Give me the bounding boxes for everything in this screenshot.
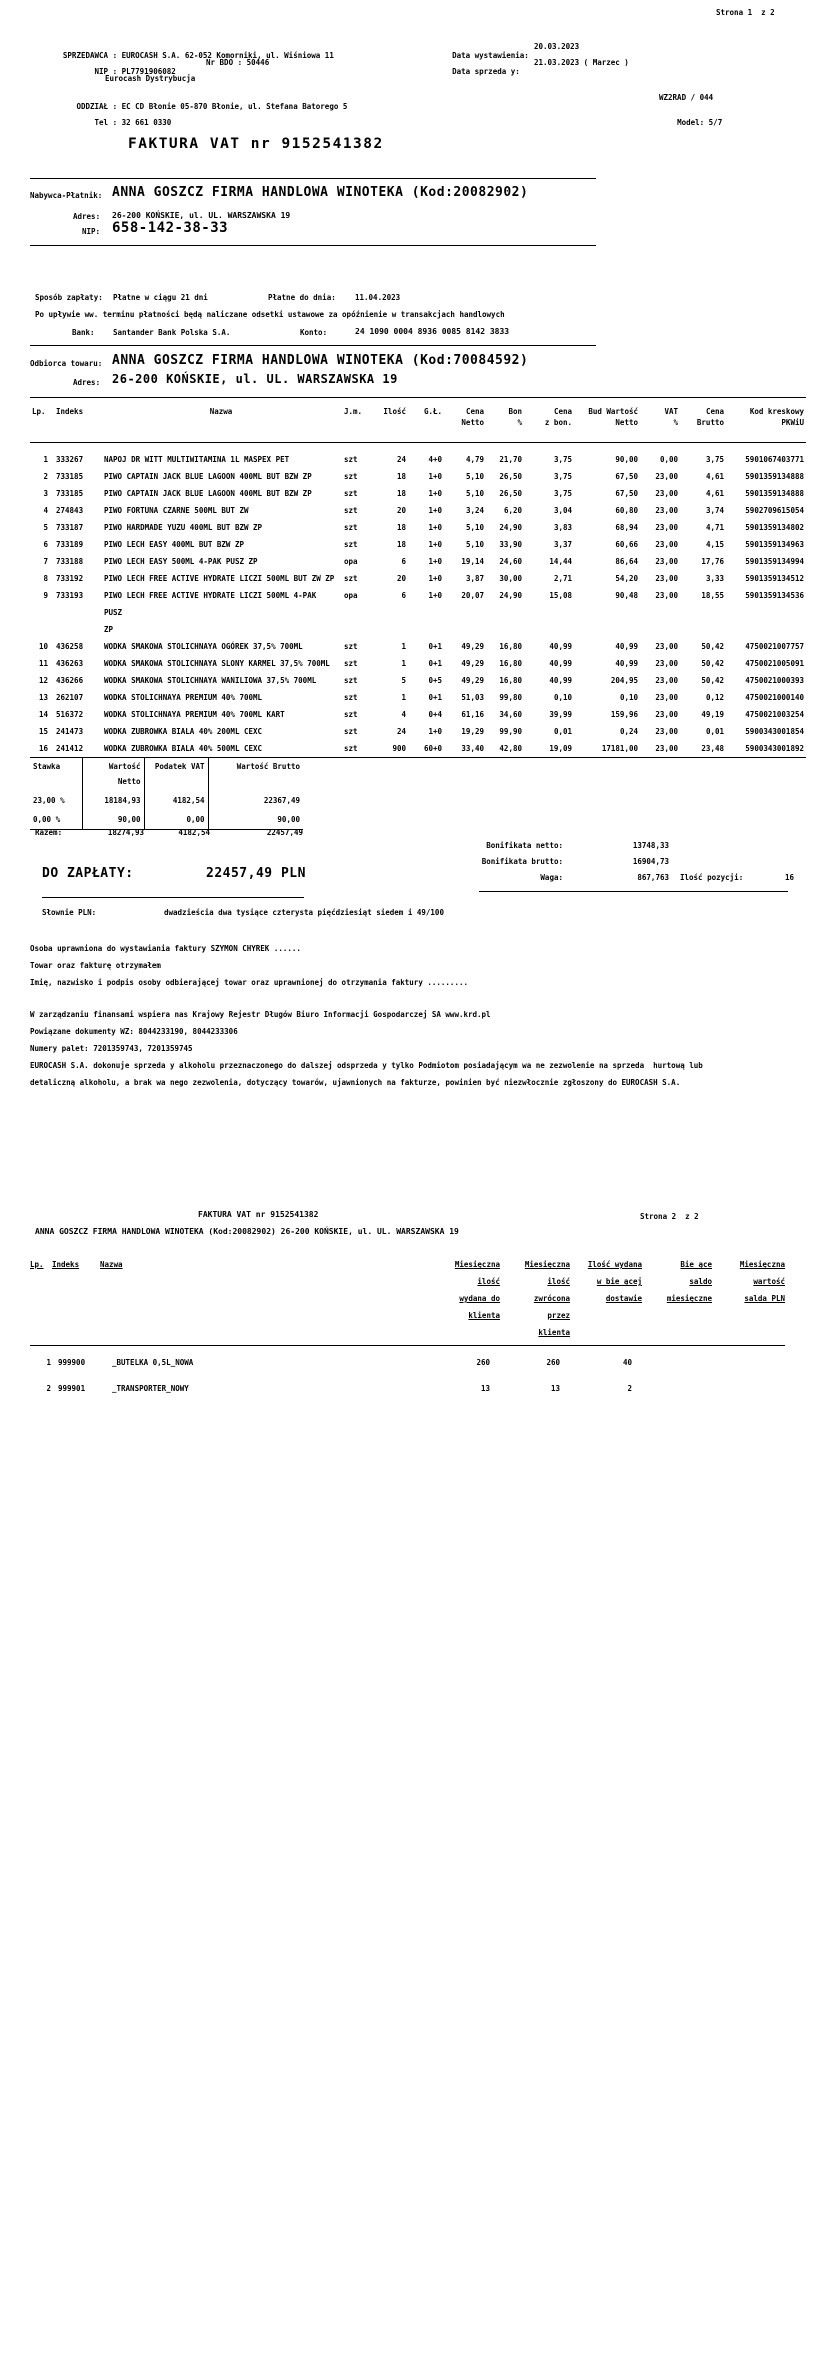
item-row: 6 733189 PIWO LECH EASY 400ML BUT BZW ZP szt 18 1+0 5,10 33,90 3,37 60,66 23,00 4,15 5901359134963 <box>43 540 804 549</box>
razem-vat: 4182,54 <box>178 828 210 837</box>
receiver-label: Odbiorca towaru: <box>30 359 103 368</box>
p2-col-indeks: Indeks <box>52 1260 80 1269</box>
footer-line: detaliczną alkoholu, a brak wa nego zezwolenia, dotyczący towarów, ujawnionych na fakturze, powinien być niezwłocznie zgłoszony do EUROCASH S.A. <box>30 1078 681 1087</box>
bonifikata-brutto-value: 16904,73 <box>632 857 669 866</box>
seller-branch-label: ODDZIAŁ <box>76 102 109 111</box>
col-cena-netto: Cena Netto <box>461 407 484 427</box>
items-table-header <box>30 398 806 443</box>
col-nazwa: Nazwa <box>209 407 233 416</box>
col-lp: Lp. <box>32 407 46 416</box>
model-label: Model: <box>677 118 705 127</box>
footer-line: W zarządzaniu finansami wspiera nas Krajowy Rejestr Długów Biuro Informacji Gospodarczej SA www.krd.pl <box>30 1010 491 1019</box>
seller-branch-sep: : <box>108 102 122 111</box>
receiver-address: 26-200 KOŃSKIE, ul. UL. WARSZAWSKA 19 <box>112 372 398 386</box>
vat-col-podatek: Podatek VAT <box>144 757 208 791</box>
issue-date: 20.03.2023 <box>534 42 580 51</box>
page1-page-indicator: Strona 1 z 2 <box>716 8 775 17</box>
item-row: 2 733185 PIWO CAPTAIN JACK BLUE LAGOON 400ML BUT BZW ZP szt 18 1+0 5,10 26,50 3,75 67,50 23,00 4,61 5901359134888 <box>43 472 804 481</box>
razem-brutto: 22457,49 <box>266 828 303 837</box>
page2-title: FAKTURA VAT nr 9152541382 <box>198 1210 319 1219</box>
wz-reference: WZ2RAD / 044 <box>659 93 714 102</box>
pozycje-label: Ilość pozycji: <box>680 873 744 882</box>
sale-date: 21.03.2023 ( Marzec ) <box>534 58 629 67</box>
seller-tel-line <box>35 109 171 136</box>
packaging-table-body <box>30 1346 785 1399</box>
item-row: 9 733193 PIWO LECH FREE ACTIVE HYDRATE LICZI 500ML 4-PAK PUSZ ZP opa 6 1+0 20,07 24,90 15,08 90,48 23,00 18,55 5901359134536 <box>43 591 804 634</box>
sale-date-line <box>434 58 629 94</box>
vat-col-netto: Wartość Netto <box>82 757 144 791</box>
item-row: 10 436258 WODKA SMAKOWA STOLICHNAYA OGÓREK 37,5% 700ML szt 1 0+1 49,29 16,80 40,99 40,99 23,00 50,42 4750021007757 <box>38 642 804 651</box>
col-indeks: Indeks <box>56 407 84 416</box>
packaging-table <box>30 1256 785 1398</box>
footer-legal-block <box>30 1006 703 1091</box>
item-row: 1 333267 NAPOJ DR WITT MULTIWITAMINA 1L MASPEX PET szt 24 4+0 4,79 21,70 3,75 90,00 0,00 3,75 5901067403771 <box>43 455 804 464</box>
seller-tel-label: Tel <box>94 118 109 127</box>
seller-bdo-sep: : <box>233 58 247 67</box>
col-bon: Bon % <box>508 407 522 427</box>
waga-value: 867,763 <box>637 873 669 882</box>
vat-summary-table <box>30 757 303 830</box>
packaging-row: 1 999900 _BUTELKA 0,5L_NOWA 260 260 40 <box>46 1358 632 1367</box>
footer-line: Imię, nazwisko i podpis osoby odbierającej towar oraz uprawnionej do otrzymania faktury ......... <box>30 978 468 987</box>
payment-due-date: 11.04.2023 <box>355 293 401 302</box>
model-line <box>659 109 722 136</box>
packaging-table-header <box>30 1256 785 1346</box>
seller-name: EUROCASH S.A. 62-052 Komorniki, ul. Wiśniowa 11 <box>121 51 334 60</box>
receiver-addr-label: Adres: <box>73 378 101 387</box>
item-row: 5 733187 PIWO HARDMADE YUZU 400ML BUT BZW ZP szt 18 1+0 5,10 24,90 3,83 68,94 23,00 4,71 5901359134802 <box>43 523 804 532</box>
payment-method-label: Sposób zapłaty: <box>35 293 103 302</box>
item-row: 11 436263 WODKA SMAKOWA STOLICHNAYA SLONY KARMEL 37,5% 700ML szt 1 0+1 49,29 16,80 40,99 40,99 23,00 50,42 4750021005091 <box>38 659 804 668</box>
seller-division: Eurocash Dystrybucja <box>105 74 196 83</box>
sale-date-label: Data sprzeda y: <box>452 67 520 76</box>
item-row: 3 733185 PIWO CAPTAIN JACK BLUE LAGOON 400ML BUT BZW ZP szt 18 1+0 5,10 26,50 3,75 67,50 23,00 4,61 5901359134888 <box>43 489 804 498</box>
invoice-title: FAKTURA VAT nr 9152541382 <box>128 136 384 152</box>
buyer-name: ANNA GOSZCZ FIRMA HANDLOWA WINOTEKA (Kod:20082902) <box>112 185 529 200</box>
amount-words: dwadzieścia dwa tysiące czterysta pięćdziesiąt siedem i 49/100 <box>164 908 444 917</box>
divider <box>42 897 304 898</box>
divider <box>479 891 788 892</box>
buyer-nip-label: NIP: <box>82 227 101 236</box>
seller-sep: : <box>108 51 122 60</box>
seller-bdo-line <box>206 58 269 67</box>
seller-bdo-label: Nr BDO <box>206 58 234 67</box>
vat-summary-row: 23,00 % 18184,93 4182,54 22367,49 <box>30 791 303 810</box>
payment-due-label: Płatne do dnia: <box>268 293 336 302</box>
bonifikata-brutto-label: Bonifikata brutto: <box>481 857 563 866</box>
seller-tel-sep: : <box>108 118 122 127</box>
footer-line: Numery palet: 7201359743, 7201359745 <box>30 1044 193 1053</box>
vat-col-brutto: Wartość Brutto <box>208 757 303 791</box>
waga-label: Waga: <box>540 873 563 882</box>
bonifikata-netto-value: 13748,33 <box>632 841 669 850</box>
item-row: 14 516372 WODKA STOLICHNAYA PREMIUM 40% 700ML KART szt 4 0+4 61,16 34,60 39,99 159,96 23,00 49,19 4750021003254 <box>38 710 804 719</box>
account-label: Konto: <box>300 328 328 337</box>
vat-summary-row: 0,00 % 90,00 0,00 90,00 <box>30 810 303 830</box>
item-row: 13 262107 WODKA STOLICHNAYA PREMIUM 40% 700ML szt 1 0+1 51,03 99,80 0,10 0,10 23,00 0,12 4750021000140 <box>38 693 804 702</box>
footer-line: Powiązane dokumenty WZ: 8044233190, 8044233306 <box>30 1027 238 1036</box>
divider <box>30 345 596 346</box>
bonifikata-brutto-row <box>361 857 794 866</box>
col-cena-z-bon: Cena z bon. <box>544 407 572 427</box>
divider <box>30 178 596 179</box>
packaging-row: 2 999901 _TRANSPORTER_NOWY 13 13 2 <box>46 1384 632 1393</box>
vat-summary-header <box>30 757 303 791</box>
item-row: 4 274843 PIWO FORTUNA CZARNE 500ML BUT ZW szt 20 1+0 3,24 6,20 3,04 60,80 23,00 3,74 5902709615054 <box>43 506 804 515</box>
seller-nip-sep: : <box>108 67 122 76</box>
p2-col-wydana-dostawa: Ilość wydana w bie ącej dostawie <box>587 1260 642 1303</box>
razem-label: Razem: <box>35 828 63 837</box>
buyer-addr-label: Adres: <box>73 212 101 221</box>
seller-bdo: 50446 <box>246 58 270 67</box>
buyer-label: Nabywca-Płatnik: <box>30 191 103 200</box>
item-row: 8 733192 PIWO LECH FREE ACTIVE HYDRATE LICZI 500ML BUT ZW ZP szt 20 1+0 3,87 30,00 2,71 54,20 23,00 3,33 5901359134512 <box>43 574 804 583</box>
pay-total-label: DO ZAPŁATY: <box>42 866 134 881</box>
pozycje-value: 16 <box>784 873 794 882</box>
payment-note: Po upływie ww. terminu płatności będą naliczane odsetki ustawowe za opóźnienie w transakcjach handlowych <box>35 310 505 319</box>
account-number: 24 1090 0004 8936 0085 8142 3833 <box>355 327 510 336</box>
col-cena-brutto: Cena Brutto <box>696 407 724 427</box>
seller-branch: EC CD Błonie 05-870 Błonie, ul. Stefana Batorego 5 <box>121 102 348 111</box>
amount-words-label: Słownie PLN: <box>42 908 97 917</box>
seller-tel: 32 661 0330 <box>121 118 172 127</box>
footer-line: Osoba uprawniona do wystawiania faktury SZYMON CHYREK ...... <box>30 944 301 953</box>
page2-page-indicator: Strona 2 z 2 <box>640 1212 699 1221</box>
col-ilosc: Ilość <box>383 407 406 416</box>
bank-label: Bank: <box>72 328 95 337</box>
item-row: 12 436266 WODKA SMAKOWA STOLICHNAYA WANILIOWA 37,5% 700ML szt 5 0+5 49,29 16,80 40,99 204,95 23,00 50,42 4750021000393 <box>38 676 804 685</box>
col-wartosc-netto: Bud Wartość Netto <box>588 407 638 427</box>
buyer-address: 26-200 KOŃSKIE, ul. UL. WARSZAWSKA 19 <box>112 211 291 220</box>
footer-line: Towar oraz fakturę otrzymałem <box>30 961 161 970</box>
items-table-body <box>30 443 806 758</box>
receiver-name: ANNA GOSZCZ FIRMA HANDLOWA WINOTEKA (Kod:70084592) <box>112 353 529 368</box>
p2-col-nazwa: Nazwa <box>100 1260 123 1269</box>
item-row: 15 241473 WODKA ZUBROWKA BIALA 40% 200ML CEXC szt 24 1+0 19,29 99,90 0,01 0,24 23,00 0,01 5900343001854 <box>38 727 804 736</box>
buyer-nip: 658-142-38-33 <box>112 220 229 236</box>
bonifikata-netto-label: Bonifikata netto: <box>486 841 563 850</box>
vat-col-stawka: Stawka <box>33 762 61 771</box>
p2-col-lp: Lp. <box>30 1260 44 1269</box>
bank-name: Santander Bank Polska S.A. <box>113 328 231 337</box>
items-table <box>30 397 806 758</box>
col-vat: VAT % <box>664 407 678 427</box>
seller-label: SPRZEDAWCA <box>62 51 109 60</box>
razem-netto: 18274,93 <box>107 828 144 837</box>
p2-col-wydana: Miesięczna ilość wydana do klienta <box>454 1260 500 1320</box>
col-kod-kreskowy: Kod kreskowy PKWiU <box>749 407 804 427</box>
divider <box>30 245 596 246</box>
page2-buyer-line: ANNA GOSZCZ FIRMA HANDLOWA WINOTEKA (Kod:20082902) 26-200 KOŃSKIE, ul. UL. WARSZAWSKA 19 <box>35 1227 459 1236</box>
footer-signature-block <box>30 940 468 991</box>
issue-date-label: Data wystawienia: <box>452 51 529 60</box>
model-value: 5/7 <box>708 118 723 127</box>
p2-col-wartosc-salda: Miesięczna wartość salda PLN <box>739 1260 785 1303</box>
payment-method: Płatne w ciągu 21 dni <box>113 293 208 302</box>
bonifikata-netto-row <box>361 841 794 850</box>
p2-col-saldo: Bie ące saldo miesięczne <box>666 1260 712 1303</box>
col-jm: J.m. <box>344 407 363 416</box>
seller-nip-label: NIP <box>94 67 109 76</box>
seller-nip: PL7791906082 <box>121 67 176 76</box>
waga-row <box>361 873 794 882</box>
item-row: 16 241412 WODKA ZUBROWKA BIALA 40% 500ML CEXC szt 900 60+0 33,40 42,80 19,09 17181,00 23,00 23,48 5900343001892 <box>38 744 804 753</box>
pay-total-amount: 22457,49 PLN <box>206 866 306 881</box>
vat-summary-body <box>30 791 303 830</box>
col-gl: G.Ł. <box>423 407 442 416</box>
item-row: 7 733188 PIWO LECH EASY 500ML 4-PAK PUSZ ZP opa 6 1+0 19,14 24,60 14,44 86,64 23,00 17,76 5901359134994 <box>43 557 804 566</box>
p2-col-zwrocona: Miesięczna ilość zwrócona przez klienta <box>524 1260 570 1337</box>
footer-line: EUROCASH S.A. dokonuje sprzeda y alkoholu przeznaczonego do dalszej odsprzeda y tylko Podmiotom posiadającym wa ne zezwolenie na sprzeda hurtową lub <box>30 1061 703 1070</box>
